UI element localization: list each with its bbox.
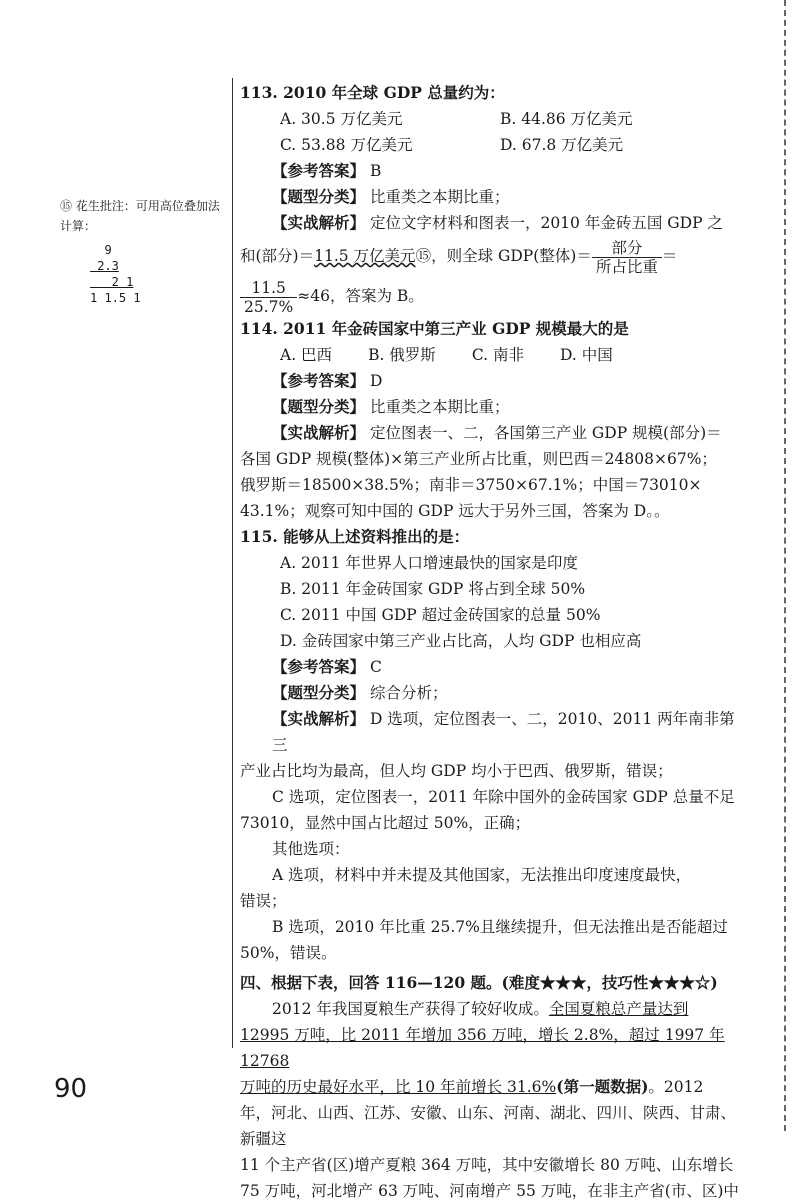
fraction-numerator: 11.5 [240,279,297,298]
q115-option-b: B. 2011 年金砖国家 GDP 将占到全球 50% [280,580,586,598]
side-annotation [60,196,230,306]
analysis-tag: 【实战解析】 [272,213,366,232]
page-number: 90 [54,1074,88,1104]
fraction-denominator: 25.7% [244,297,294,316]
q114-analysis [240,420,740,446]
answer-tag: 【参考答案】 [272,161,366,180]
answer-value: C [369,658,382,676]
analysis-text: 定位文字材料和图表一，2010 年金砖五国 GDP 之 [369,214,723,232]
q113-analysis-end [240,276,740,316]
calc-row: 1 1.5 1 [90,291,141,305]
q113-option-d: D. 67.8 万亿美元 [500,136,624,154]
q114-option-b: B. 俄罗斯 [368,346,436,364]
q115-option-c: C. 2011 中国 GDP 超过金砖国家的总量 50% [280,606,601,624]
analysis-line: 错误； [240,892,287,910]
q113-analysis-cont [240,236,740,276]
type-tag: 【题型分类】 [272,397,366,416]
analysis-line: 俄罗斯＝18500×38.5%；南非＝3750×67.1%；中国＝73010× [240,476,702,494]
main-text [240,80,740,1204]
answer-value: D [369,372,383,390]
analysis-highlight: 11.5 万亿美元 [314,247,416,265]
q113-answer [240,158,740,184]
passage-bold: (第一题数据) [556,1077,649,1096]
q113-options-row [240,106,740,132]
side-calc [90,242,230,306]
analysis-line: 50%，错误。 [240,944,337,962]
passage-line: 75 万吨，河北增产 63 万吨、河南增产 55 万吨，在非主产省(市、区)中 [240,1182,739,1200]
passage-text: 。2012 [648,1078,704,1096]
q115-type [240,680,740,706]
calc-row: 2 1 [90,275,134,289]
q115-stem: 115. 能够从上述资料推出的是： [240,527,470,546]
fraction-numerator: 部分 [592,239,662,258]
analysis-text: ≈46，答案为 B。 [297,287,424,305]
answer-tag: 【参考答案】 [272,371,366,390]
cut-line [784,0,786,1131]
answer-tag: 【参考答案】 [272,657,366,676]
passage-line [240,1074,740,1100]
q114-type [240,394,740,420]
q114-answer [240,368,740,394]
type-value: 比重类之本期比重； [369,398,510,416]
fraction [240,279,297,316]
analysis-line: 43.1%；观察可知中国的 GDP 远大于另外三国，答案为 D。。 [240,502,670,520]
passage-underlined: 万吨的历史最好水平，比 10 年前增长 31.6% [240,1078,557,1096]
analysis-text: ＝ [661,247,678,265]
analysis-text: ⑮，则全球 GDP(整体)＝ [415,247,592,265]
q113-option-b: B. 44.86 万亿美元 [500,110,633,128]
passage-line [240,1022,740,1074]
fraction-denominator: 所占比重 [595,257,658,276]
analysis-line: 其他选项： [272,840,350,858]
margin-rule [232,78,233,1048]
q115-answer [240,654,740,680]
analysis-text: 和(部分)＝ [240,247,315,265]
q113-option-a: A. 30.5 万亿美元 [280,110,403,128]
answer-value: B [369,162,382,180]
passage-underlined: 12995 万吨，比 2011 年增加 356 万吨，增长 2.8%，超过 1997 年 12768 [240,1026,725,1070]
analysis-line: C 选项，定位图表一，2011 年除中国外的金砖国家 GDP 总量不足 [272,788,735,806]
type-value: 综合分析； [369,684,448,702]
passage-line [240,996,740,1022]
passage-text: 2012 年我国夏粮生产获得了较好收成。 [272,1000,549,1018]
passage-line: 11 个主产省(区)增产夏粮 364 万吨，其中安徽增长 80 万吨、山东增长 [240,1156,734,1174]
analysis-line: 各国 GDP 规模(整体)×第三产业所占比重，则巴西＝24808×67%； [240,450,717,468]
type-tag: 【题型分类】 [272,683,366,702]
q115-option-a: A. 2011 年世界人口增速最快的国家是印度 [280,554,578,572]
analysis-line: 产业占比均为最高，但人均 GDP 均小于巴西、俄罗斯，错误； [240,762,673,780]
q113-options-row [240,132,740,158]
q113-stem: 113. 2010 年全球 GDP 总量约为： [240,83,505,102]
calc-row: 2.3 [90,259,119,273]
side-note-text: ⑮ 花生批注：可用高位叠加法计算： [60,199,220,233]
passage-underlined: 全国夏粮总产量达到 [548,1000,689,1018]
q114-option-c: C. 南非 [471,346,524,364]
section-heading: 四、根据下表，回答 116—120 题。(难度★★★，技巧性★★★☆) [240,973,718,992]
fraction [592,239,662,276]
q115-analysis [240,706,740,758]
analysis-tag: 【实战解析】 [272,423,366,442]
q114-option-a: A. 巴西 [280,346,333,364]
analysis-line: 73010，显然中国占比超过 50%，正确； [240,814,531,832]
analysis-tag: 【实战解析】 [272,709,366,728]
analysis-line: A 选项，材料中并未提及其他国家，无法推出印度速度最快， [272,866,692,884]
q115-option-d: D. 金砖国家中第三产业占比高，人均 GDP 也相应高 [280,632,642,650]
analysis-line: B 选项，2010 年比重 25.7%且继续提升，但无法推出是否能超过 [272,918,728,936]
calc-row: 9 [90,243,112,257]
passage-line: 年，河北、山西、江苏、安徽、山东、河南、湖北、四川、陕西、甘肃、新疆这 [240,1104,737,1148]
analysis-text: D 选项，定位图表一、二，2010、2011 两年南非第三 [272,710,735,754]
q113-option-c: C. 53.88 万亿美元 [280,136,413,154]
type-tag: 【题型分类】 [272,187,366,206]
q113-type [240,184,740,210]
q114-options-row [240,342,740,368]
q114-option-d: D. 中国 [559,346,613,364]
analysis-text: 定位图表一、二，各国第三产业 GDP 规模(部分)＝ [369,424,722,442]
q113-analysis [240,210,740,236]
type-value: 比重类之本期比重； [369,188,510,206]
q114-stem: 114. 2011 年金砖国家中第三产业 GDP 规模最大的是 [240,319,629,338]
